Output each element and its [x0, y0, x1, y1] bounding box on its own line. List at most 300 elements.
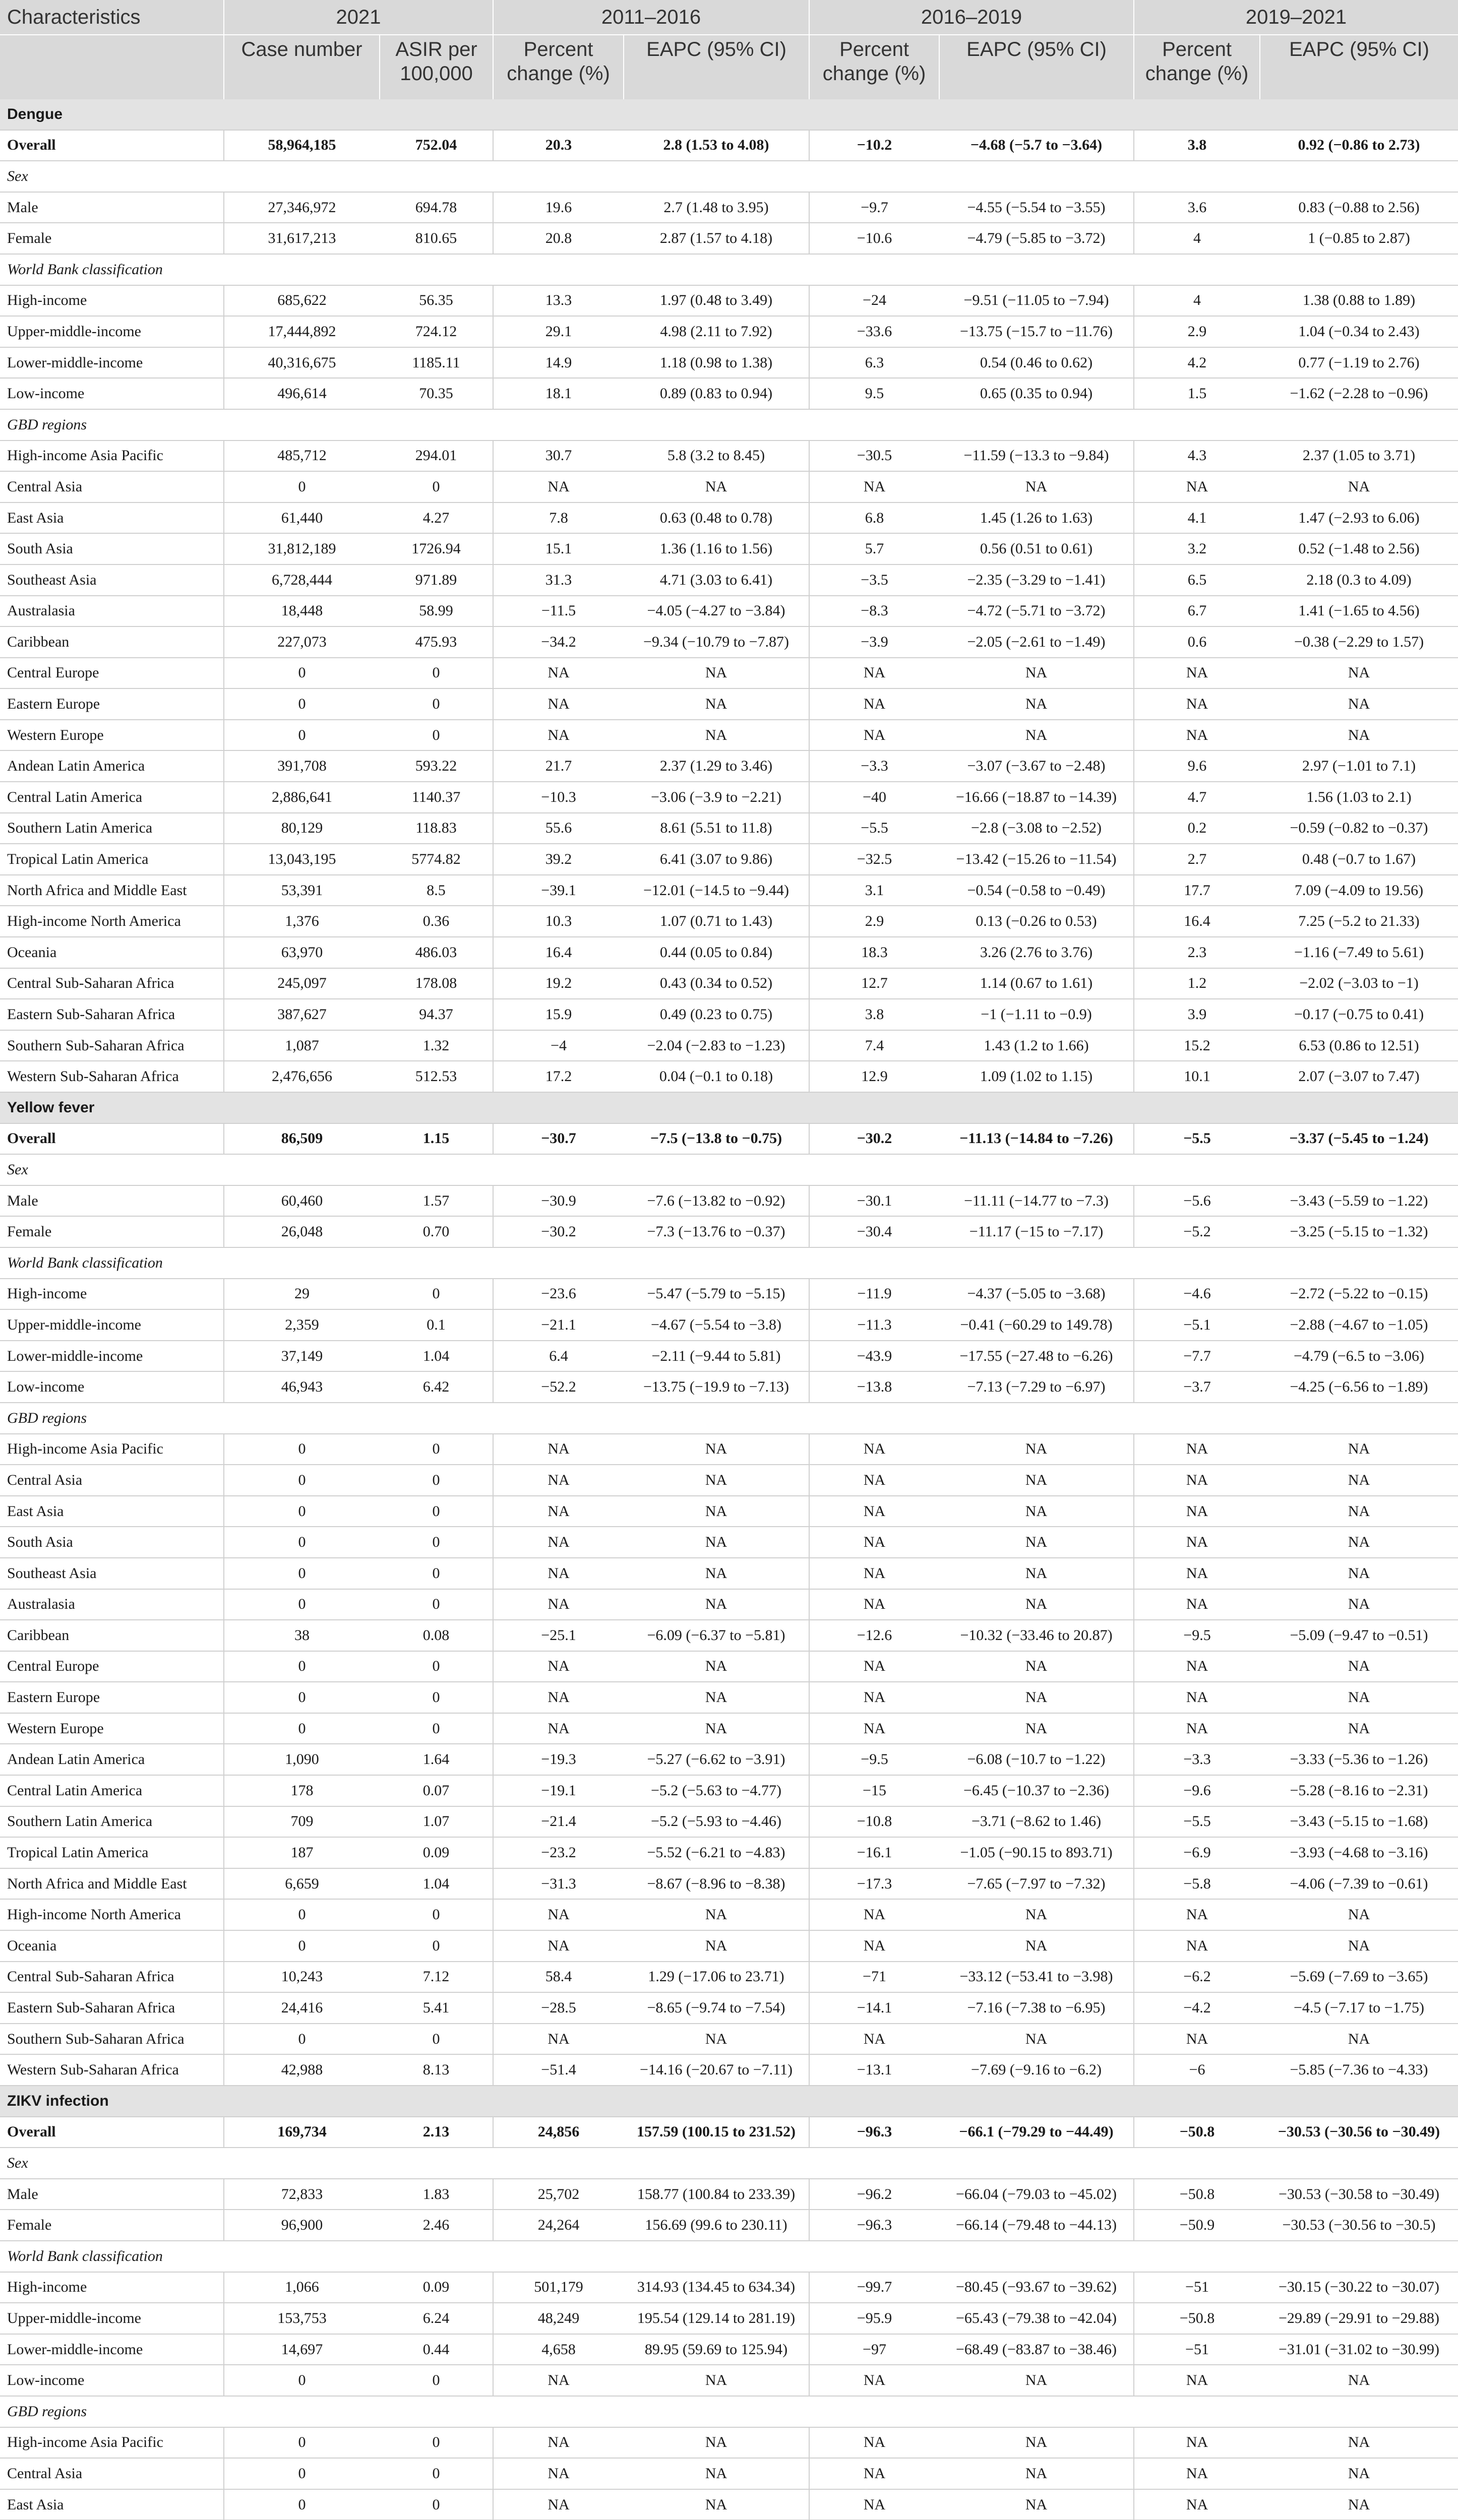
eapc-cell: NA [624, 1434, 809, 1465]
eapc-cell: −2.11 (−9.44 to 5.81) [624, 1341, 809, 1372]
eapc-cell: −3.07 (−3.67 to −2.48) [939, 750, 1134, 782]
eapc-cell: 1.07 (0.71 to 1.43) [624, 906, 809, 937]
eapc-cell: 0.04 (−0.1 to 0.18) [624, 1061, 809, 1092]
eapc-cell: 7.25 (−5.2 to 21.33) [1260, 906, 1458, 937]
eapc-cell: −6.09 (−6.37 to −5.81) [624, 1620, 809, 1651]
row-label: Southern Latin America [0, 1806, 224, 1838]
row-label: Female [0, 1216, 224, 1247]
percent-change-cell: 9.6 [1134, 750, 1260, 782]
subgroup-header-row [0, 2396, 1458, 2427]
eapc-cell: −1 (−1.11 to −0.9) [939, 999, 1134, 1030]
table-row [0, 813, 1458, 844]
eapc-cell: −11.17 (−15 to −7.17) [939, 1216, 1134, 1247]
case-number-cell: 391,708 [224, 750, 380, 782]
table-row [0, 750, 1458, 782]
table-row [0, 1744, 1458, 1775]
eapc-cell: −3.37 (−5.45 to −1.24) [1260, 1123, 1458, 1155]
asir-cell: 1.83 [380, 2179, 493, 2210]
percent-change-cell: 21.7 [493, 750, 624, 782]
eapc-cell: 0.54 (0.46 to 0.62) [939, 347, 1134, 379]
percent-change-cell: −99.7 [809, 2272, 939, 2303]
eapc-cell: 0.83 (−0.88 to 2.56) [1260, 192, 1458, 223]
eapc-cell: NA [624, 688, 809, 720]
eapc-cell: NA [1260, 2427, 1458, 2459]
percent-change-cell: −3.3 [809, 750, 939, 782]
row-label: Eastern Sub-Saharan Africa [0, 1992, 224, 2024]
case-number-cell: 245,097 [224, 968, 380, 999]
eapc-cell: NA [624, 1558, 809, 1589]
table-row [0, 564, 1458, 596]
eapc-cell: NA [939, 2427, 1134, 2459]
percent-change-cell: 30.7 [493, 440, 624, 472]
eapc-cell: −1.16 (−7.49 to 5.61) [1260, 937, 1458, 968]
disease-header-row [0, 1092, 1458, 1123]
table-row [0, 1930, 1458, 1962]
asir-cell: 971.89 [380, 564, 493, 596]
eapc-cell: −8.65 (−9.74 to −7.54) [624, 1992, 809, 2024]
percent-change-cell: 2.3 [1134, 937, 1260, 968]
case-number-cell: 0 [224, 1496, 380, 1527]
eapc-cell: −4.79 (−6.5 to −3.06) [1260, 1341, 1458, 1372]
subgroup-label: World Bank classification [0, 2241, 1458, 2272]
percent-change-cell: −30.9 [493, 1185, 624, 1217]
table-row [0, 1371, 1458, 1403]
eapc-cell: −5.09 (−9.47 to −0.51) [1260, 1620, 1458, 1651]
table-row [0, 1527, 1458, 1558]
eapc-cell: NA [624, 471, 809, 502]
asir-cell: 0.08 [380, 1620, 493, 1651]
percent-change-cell: 31.3 [493, 564, 624, 596]
percent-change-cell: 17.2 [493, 1061, 624, 1092]
asir-cell: 1.07 [380, 1806, 493, 1838]
percent-change-cell: −5.8 [1134, 1868, 1260, 1900]
header-group-2016-2019: 2016–2019 [809, 0, 1134, 35]
case-number-cell: 6,659 [224, 1868, 380, 1900]
eapc-cell: −30.53 (−30.58 to −30.49) [1260, 2179, 1458, 2210]
percent-change-cell: −21.1 [493, 1309, 624, 1341]
table-row [0, 875, 1458, 906]
case-number-cell: 0 [224, 1527, 380, 1558]
eapc-cell: −4.55 (−5.54 to −3.55) [939, 192, 1134, 223]
case-number-cell: 0 [224, 1713, 380, 1744]
eapc-cell: −6.45 (−10.37 to −2.36) [939, 1775, 1134, 1806]
eapc-cell: NA [624, 2489, 809, 2520]
asir-cell: 0.36 [380, 906, 493, 937]
percent-change-cell: NA [493, 1496, 624, 1527]
percent-change-cell: −3.3 [1134, 1744, 1260, 1775]
row-label: Tropical Latin America [0, 844, 224, 875]
percent-change-cell: −15 [809, 1775, 939, 1806]
row-label: Central Europe [0, 658, 224, 689]
percent-change-cell: 16.4 [1134, 906, 1260, 937]
percent-change-cell: NA [1134, 720, 1260, 751]
eapc-cell: −0.59 (−0.82 to −0.37) [1260, 813, 1458, 844]
case-number-cell: 26,048 [224, 1216, 380, 1247]
percent-change-cell: −39.1 [493, 875, 624, 906]
case-number-cell: 0 [224, 2458, 380, 2489]
eapc-cell: NA [624, 1496, 809, 1527]
percent-change-cell: NA [809, 1682, 939, 1713]
eapc-cell: 1.29 (−17.06 to 23.71) [624, 1962, 809, 1993]
row-label: Central Asia [0, 2458, 224, 2489]
percent-change-cell: 2.7 [1134, 844, 1260, 875]
percent-change-cell: NA [1134, 1651, 1260, 1682]
percent-change-cell: 20.8 [493, 223, 624, 254]
row-label: East Asia [0, 502, 224, 534]
percent-change-cell: NA [493, 1527, 624, 1558]
asir-cell: 1.57 [380, 1185, 493, 1217]
case-number-cell: 17,444,892 [224, 316, 380, 347]
percent-change-cell: 6.8 [809, 502, 939, 534]
case-number-cell: 2,886,641 [224, 782, 380, 813]
case-number-cell: 96,900 [224, 2210, 380, 2241]
table-row [0, 1465, 1458, 1496]
percent-change-cell: −17.3 [809, 1868, 939, 1900]
table-row [0, 999, 1458, 1030]
percent-change-cell: NA [493, 1930, 624, 1962]
row-label: Low-income [0, 378, 224, 409]
asir-cell: 5.41 [380, 1992, 493, 2024]
case-number-cell: 0 [224, 1589, 380, 1620]
percent-change-cell: NA [809, 1589, 939, 1620]
table-row [0, 1589, 1458, 1620]
row-label: Oceania [0, 937, 224, 968]
percent-change-cell: −30.2 [809, 1123, 939, 1155]
eapc-cell: 0.89 (0.83 to 0.94) [624, 378, 809, 409]
percent-change-cell: NA [493, 1558, 624, 1589]
percent-change-cell: NA [809, 2458, 939, 2489]
row-label: Southern Latin America [0, 813, 224, 844]
percent-change-cell: 4.3 [1134, 440, 1260, 472]
asir-cell: 5774.82 [380, 844, 493, 875]
asir-cell: 752.04 [380, 130, 493, 161]
eapc-cell: −29.89 (−29.91 to −29.88) [1260, 2303, 1458, 2334]
eapc-cell: −2.04 (−2.83 to −1.23) [624, 1030, 809, 1061]
eapc-cell: 0.77 (−1.19 to 2.76) [1260, 347, 1458, 379]
table-row [0, 1837, 1458, 1868]
case-number-cell: 72,833 [224, 2179, 380, 2210]
table-row [0, 2458, 1458, 2489]
percent-change-cell: 12.9 [809, 1061, 939, 1092]
case-number-cell: 38 [224, 1620, 380, 1651]
asir-cell: 0 [380, 1434, 493, 1465]
case-number-cell: 13,043,195 [224, 844, 380, 875]
eapc-cell: 1.43 (1.2 to 1.66) [939, 1030, 1134, 1061]
eapc-cell: −2.72 (−5.22 to −0.15) [1260, 1279, 1458, 1310]
percent-change-cell: −8.3 [809, 596, 939, 627]
percent-change-cell: NA [493, 1713, 624, 1744]
percent-change-cell: −51 [1134, 2334, 1260, 2365]
table-row [0, 2427, 1458, 2459]
percent-change-cell: NA [809, 688, 939, 720]
case-number-cell: 387,627 [224, 999, 380, 1030]
eapc-cell: 2.7 (1.48 to 3.95) [624, 192, 809, 223]
percent-change-cell: −9.7 [809, 192, 939, 223]
percent-change-cell: 6.7 [1134, 596, 1260, 627]
table-row [0, 906, 1458, 937]
percent-change-cell: −4.2 [1134, 1992, 1260, 2024]
disease-label: ZIKV infection [0, 2086, 1458, 2117]
table-row [0, 1434, 1458, 1465]
percent-change-cell: NA [493, 2024, 624, 2055]
eapc-cell: −3.93 (−4.68 to −3.16) [1260, 1837, 1458, 1868]
asir-cell: 0.44 [380, 2334, 493, 2365]
percent-change-cell: NA [493, 2458, 624, 2489]
case-number-cell: 1,087 [224, 1030, 380, 1061]
table-row [0, 2489, 1458, 2520]
percent-change-cell: NA [809, 471, 939, 502]
eapc-cell: −4.67 (−5.54 to −3.8) [624, 1309, 809, 1341]
eapc-cell: −7.65 (−7.97 to −7.32) [939, 1868, 1134, 1900]
percent-change-cell: 3.8 [1134, 130, 1260, 161]
percent-change-cell: NA [493, 658, 624, 689]
subgroup-header-row [0, 409, 1458, 440]
percent-change-cell: NA [809, 1930, 939, 1962]
eapc-cell: NA [939, 1558, 1134, 1589]
eapc-cell: NA [939, 1930, 1134, 1962]
eapc-cell: NA [939, 688, 1134, 720]
eapc-cell: −30.15 (−30.22 to −30.07) [1260, 2272, 1458, 2303]
percent-change-cell: −10.6 [809, 223, 939, 254]
table-row [0, 1868, 1458, 1900]
percent-change-cell: 3.2 [1134, 533, 1260, 564]
case-number-cell: 178 [224, 1775, 380, 1806]
percent-change-cell: 15.1 [493, 533, 624, 564]
subgroup-label: GBD regions [0, 1403, 1458, 1434]
table-row [0, 1713, 1458, 1744]
eapc-cell: −66.04 (−79.03 to −45.02) [939, 2179, 1134, 2210]
eapc-cell: NA [624, 1651, 809, 1682]
row-label: Overall [0, 2117, 224, 2148]
case-number-cell: 60,460 [224, 1185, 380, 1217]
percent-change-cell: NA [1134, 2365, 1260, 2396]
percent-change-cell: NA [809, 2489, 939, 2520]
overall-row [0, 2117, 1458, 2148]
asir-cell: 118.83 [380, 813, 493, 844]
eapc-cell: −11.13 (−14.84 to −7.26) [939, 1123, 1134, 1155]
table-row [0, 347, 1458, 379]
percent-change-cell: 20.3 [493, 130, 624, 161]
row-label: High-income [0, 2272, 224, 2303]
eapc-cell: 0.52 (−1.48 to 2.56) [1260, 533, 1458, 564]
percent-change-cell: 4 [1134, 285, 1260, 317]
case-number-cell: 496,614 [224, 378, 380, 409]
case-number-cell: 685,622 [224, 285, 380, 317]
asir-cell: 0 [380, 1527, 493, 1558]
eapc-cell: 89.95 (59.69 to 125.94) [624, 2334, 809, 2365]
row-label: Male [0, 192, 224, 223]
percent-change-cell: 19.6 [493, 192, 624, 223]
eapc-cell: NA [939, 471, 1134, 502]
eapc-cell: −66.14 (−79.48 to −44.13) [939, 2210, 1134, 2241]
percent-change-cell: −6 [1134, 2054, 1260, 2086]
eapc-cell: NA [624, 2365, 809, 2396]
header-eapc: EAPC (95% CI) [624, 35, 809, 99]
eapc-cell: −4.68 (−5.7 to −3.64) [939, 130, 1134, 161]
percent-change-cell: −30.2 [493, 1216, 624, 1247]
table-row [0, 2303, 1458, 2334]
eapc-cell: NA [624, 720, 809, 751]
subgroup-label: GBD regions [0, 409, 1458, 440]
asir-cell: 0 [380, 1713, 493, 1744]
eapc-cell: −4.79 (−5.85 to −3.72) [939, 223, 1134, 254]
eapc-cell: NA [939, 1682, 1134, 1713]
percent-change-cell: 1.2 [1134, 968, 1260, 999]
eapc-cell: −11.59 (−13.3 to −9.84) [939, 440, 1134, 472]
case-number-cell: 29 [224, 1279, 380, 1310]
row-label: High-income North America [0, 1899, 224, 1930]
table-row [0, 1620, 1458, 1651]
percent-change-cell: −96.3 [809, 2210, 939, 2241]
eapc-cell: 0.65 (0.35 to 0.94) [939, 378, 1134, 409]
table-row [0, 1682, 1458, 1713]
table-row [0, 2179, 1458, 2210]
percent-change-cell: −6.9 [1134, 1837, 1260, 1868]
table-header [0, 0, 1458, 99]
percent-change-cell: NA [809, 1899, 939, 1930]
eapc-cell: −3.43 (−5.59 to −1.22) [1260, 1185, 1458, 1217]
eapc-cell: −7.3 (−13.76 to −0.37) [624, 1216, 809, 1247]
eapc-cell: −9.51 (−11.05 to −7.94) [939, 285, 1134, 317]
percent-change-cell: −24 [809, 285, 939, 317]
eapc-cell: −2.88 (−4.67 to −1.05) [1260, 1309, 1458, 1341]
percent-change-cell: 4.7 [1134, 782, 1260, 813]
percent-change-cell: 3.8 [809, 999, 939, 1030]
row-label: Male [0, 2179, 224, 2210]
case-number-cell: 0 [224, 658, 380, 689]
eapc-cell: NA [624, 2458, 809, 2489]
row-label: Overall [0, 130, 224, 161]
percent-change-cell: NA [493, 2489, 624, 2520]
subgroup-label: Sex [0, 1154, 1458, 1185]
asir-cell: 486.03 [380, 937, 493, 968]
eapc-cell: −4.5 (−7.17 to −1.75) [1260, 1992, 1458, 2024]
percent-change-cell: NA [493, 1899, 624, 1930]
row-label: High-income [0, 285, 224, 317]
percent-change-cell: −4.6 [1134, 1279, 1260, 1310]
header-case-number: Case number [224, 35, 380, 99]
header-characteristics: Characteristics [0, 0, 224, 35]
percent-change-cell: NA [1134, 1527, 1260, 1558]
table-row [0, 1806, 1458, 1838]
percent-change-cell: −50.9 [1134, 2210, 1260, 2241]
eapc-cell: −5.27 (−6.62 to −3.91) [624, 1744, 809, 1775]
percent-change-cell: −10.8 [809, 1806, 939, 1838]
eapc-cell: 1 (−0.85 to 2.87) [1260, 223, 1458, 254]
row-label: Upper-middle-income [0, 2303, 224, 2334]
percent-change-cell: −5.6 [1134, 1185, 1260, 1217]
percent-change-cell: −11.9 [809, 1279, 939, 1310]
case-number-cell: 0 [224, 1899, 380, 1930]
percent-change-cell: −12.6 [809, 1620, 939, 1651]
eapc-cell: −2.8 (−3.08 to −2.52) [939, 813, 1134, 844]
percent-change-cell: 5.7 [809, 533, 939, 564]
row-label: South Asia [0, 1527, 224, 1558]
table-row [0, 2210, 1458, 2241]
percent-change-cell: 4.2 [1134, 347, 1260, 379]
percent-change-cell: 6.3 [809, 347, 939, 379]
percent-change-cell: 3.6 [1134, 192, 1260, 223]
eapc-cell: −2.02 (−3.03 to −1) [1260, 968, 1458, 999]
row-label: Overall [0, 1123, 224, 1155]
eapc-cell: NA [939, 2365, 1134, 2396]
header-percent-change: Percent change (%) [493, 35, 624, 99]
asir-cell: 0 [380, 688, 493, 720]
eapc-cell: −80.45 (−93.67 to −39.62) [939, 2272, 1134, 2303]
subgroup-header-row [0, 2148, 1458, 2179]
percent-change-cell: NA [809, 2024, 939, 2055]
percent-change-cell: −51 [1134, 2272, 1260, 2303]
percent-change-cell: −10.3 [493, 782, 624, 813]
percent-change-cell: −21.4 [493, 1806, 624, 1838]
asir-cell: 0 [380, 1496, 493, 1527]
percent-change-cell: −19.3 [493, 1744, 624, 1775]
table-row [0, 968, 1458, 999]
row-label: Central Latin America [0, 782, 224, 813]
percent-change-cell: −30.7 [493, 1123, 624, 1155]
asir-cell: 94.37 [380, 999, 493, 1030]
percent-change-cell: 16.4 [493, 937, 624, 968]
table-row [0, 2365, 1458, 2396]
header-group-2011-2016: 2011–2016 [493, 0, 809, 35]
eapc-cell: NA [624, 1930, 809, 1962]
case-number-cell: 61,440 [224, 502, 380, 534]
percent-change-cell: −97 [809, 2334, 939, 2365]
header-empty-cell [0, 35, 224, 99]
eapc-cell: NA [624, 1465, 809, 1496]
eapc-cell: −4.05 (−4.27 to −3.84) [624, 596, 809, 627]
table-row [0, 596, 1458, 627]
eapc-cell: 2.87 (1.57 to 4.18) [624, 223, 809, 254]
eapc-cell: −4.06 (−7.39 to −0.61) [1260, 1868, 1458, 1900]
percent-change-cell: NA [809, 2365, 939, 2396]
percent-change-cell: NA [493, 2427, 624, 2459]
percent-change-cell: NA [493, 720, 624, 751]
percent-change-cell: −9.5 [1134, 1620, 1260, 1651]
percent-change-cell: NA [1134, 1589, 1260, 1620]
case-number-cell: 46,943 [224, 1371, 380, 1403]
table-row [0, 1185, 1458, 1217]
case-number-cell: 58,964,185 [224, 130, 380, 161]
row-label: High-income [0, 1279, 224, 1310]
percent-change-cell: −9.6 [1134, 1775, 1260, 1806]
asir-cell: 0.70 [380, 1216, 493, 1247]
asir-cell: 1.15 [380, 1123, 493, 1155]
eapc-cell: −12.01 (−14.5 to −9.44) [624, 875, 809, 906]
eapc-cell: −0.41 (−60.29 to 149.78) [939, 1309, 1134, 1341]
percent-change-cell: −3.5 [809, 564, 939, 596]
percent-change-cell: 19.2 [493, 968, 624, 999]
disease-header-row [0, 99, 1458, 130]
case-number-cell: 63,970 [224, 937, 380, 968]
percent-change-cell: 58.4 [493, 1962, 624, 1993]
case-number-cell: 24,416 [224, 1992, 380, 2024]
row-label: High-income Asia Pacific [0, 440, 224, 472]
table-row [0, 844, 1458, 875]
eapc-cell: NA [939, 1713, 1134, 1744]
subgroup-label: World Bank classification [0, 1247, 1458, 1279]
row-label: Low-income [0, 1371, 224, 1403]
eapc-cell: NA [1260, 720, 1458, 751]
row-label: East Asia [0, 2489, 224, 2520]
table-row [0, 192, 1458, 223]
percent-change-cell: NA [493, 471, 624, 502]
eapc-cell: NA [1260, 1434, 1458, 1465]
case-number-cell: 0 [224, 2427, 380, 2459]
row-label: Western Europe [0, 720, 224, 751]
eapc-cell: −68.49 (−83.87 to −38.46) [939, 2334, 1134, 2365]
eapc-cell: −17.55 (−27.48 to −6.26) [939, 1341, 1134, 1372]
